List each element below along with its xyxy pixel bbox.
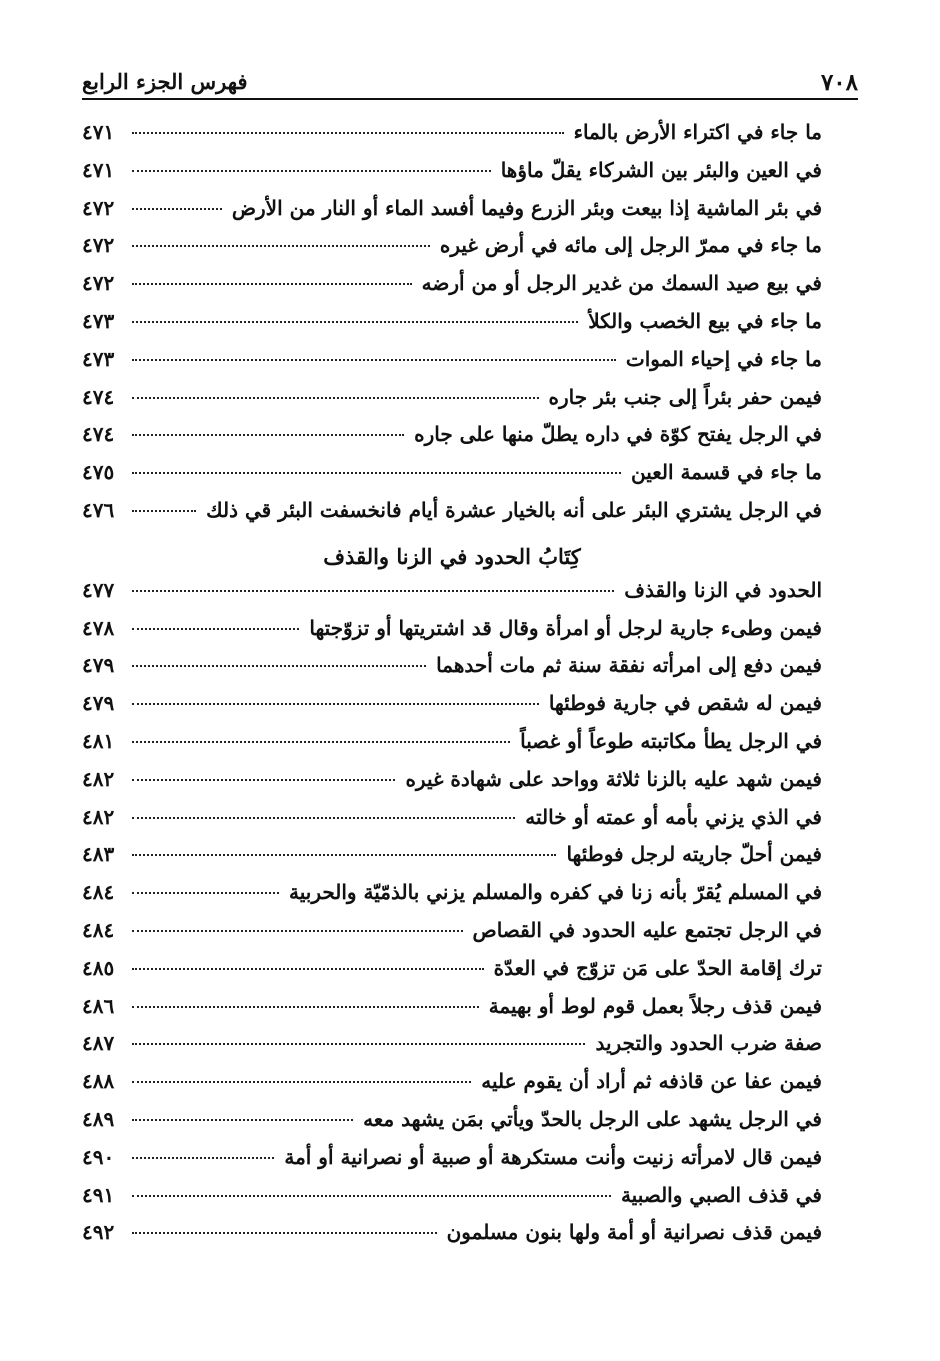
toc-entry-page: ٤٨١ — [82, 728, 115, 753]
toc-entry-page: ٤٨٣ — [82, 842, 115, 867]
toc-entry-page: ٤٨٥ — [82, 955, 115, 980]
dot-leader — [132, 817, 515, 819]
toc-entry — [82, 422, 822, 460]
toc-entry-page: ٤٧٩ — [82, 691, 115, 716]
toc-entry-title: ما جاء في بيع الخصب والكلأ — [588, 308, 822, 333]
dot-leader — [132, 665, 426, 667]
dot-leader — [132, 968, 484, 970]
toc-group-2 — [82, 578, 822, 1258]
toc-entry — [82, 918, 822, 956]
toc-entry — [82, 385, 822, 423]
toc-entry-title: في الرجل تجتمع عليه الحدود في القصاص — [472, 917, 822, 942]
toc-entry — [82, 956, 822, 994]
dot-leader — [132, 283, 412, 285]
toc-entry — [82, 578, 822, 616]
toc-entry-page: ٤٧٩ — [82, 653, 115, 678]
toc-entry — [82, 805, 822, 843]
toc-entry — [82, 653, 822, 691]
dot-leader — [132, 397, 539, 399]
toc-entry — [82, 196, 822, 234]
dot-leader — [132, 1232, 437, 1234]
toc-entry — [82, 1031, 822, 1069]
toc-entry-title: فيمن عفا عن قاذفه ثم أراد أن يقوم عليه — [481, 1069, 822, 1094]
toc-entry-title: ما جاء في ممرّ الرجل إلى مائه في أرض غيره — [439, 233, 822, 258]
toc-entry — [82, 767, 822, 805]
dot-leader — [132, 208, 222, 210]
dot-leader — [132, 1081, 471, 1083]
toc-entry — [82, 691, 822, 729]
toc-entry-page: ٤٨٩ — [82, 1106, 115, 1131]
toc-entry-page: ٤٧٤ — [82, 422, 115, 447]
toc-entry-page: ٤٨٢ — [82, 804, 115, 829]
dot-leader — [132, 510, 196, 512]
dot-leader — [132, 1043, 585, 1045]
toc-entry-page: ٤٩٢ — [82, 1220, 115, 1245]
toc-entry-title: فيمن له شقص في جارية فوطئها — [548, 691, 822, 716]
toc-entry-title: ما جاء في إحياء الموات — [625, 346, 822, 371]
toc-entry-page: ٤٧٣ — [82, 308, 115, 333]
dot-leader — [132, 930, 463, 932]
toc-entry-title: في الذي يزني بأمه أو عمته أو خالته — [525, 804, 822, 829]
toc-entry-title: في الرجل يشتري البئر على أنه بالخيار عشرة أيام فانخسفت البئر قي ذلك — [206, 497, 822, 522]
dot-leader — [132, 1006, 479, 1008]
dot-leader — [132, 628, 299, 630]
dot-leader — [132, 1157, 274, 1159]
toc-entry-title: فيمن شهد عليه بالزنا ثلاثة وواحد على شهادة غيره — [405, 766, 822, 791]
dot-leader — [132, 779, 395, 781]
dot-leader — [132, 741, 510, 743]
toc-group-1 — [82, 120, 822, 536]
toc-entry-page: ٤٧١ — [82, 157, 115, 182]
toc-entry-title: ما جاء في قسمة العين — [631, 460, 822, 485]
toc-entry-title: فيمن قذف رجلاً بعمل قوم لوط أو بهيمة — [488, 993, 822, 1018]
toc-entry-title: في الرجل يشهد على الرجل بالحدّ ويأتي بمَن يشهد معه — [363, 1106, 822, 1131]
toc-entry-title: في الرجل يطأ مكاتبته طوعاً أو غصباً — [520, 728, 822, 753]
toc-entry-title: ما جاء في اكتراء الأرض بالماء — [573, 120, 822, 144]
toc-entry-title: صفة ضرب الحدود والتجريد — [595, 1031, 822, 1056]
toc-entry-page: ٤٨٤ — [82, 880, 115, 905]
section-heading-text: كِتَابُ الحدود في الزنا والقذف — [323, 544, 581, 570]
toc-entry-page: ٤٧٦ — [82, 497, 115, 522]
dot-leader — [132, 1119, 353, 1121]
toc-entry — [82, 158, 822, 196]
toc-entry — [82, 1069, 822, 1107]
dot-leader — [132, 434, 404, 436]
toc-entry-page: ٤٩١ — [82, 1182, 115, 1207]
table-of-contents — [82, 120, 822, 1258]
dot-leader — [132, 359, 616, 361]
dot-leader — [132, 590, 614, 592]
dot-leader — [132, 321, 578, 323]
dot-leader — [132, 245, 430, 247]
toc-entry — [82, 347, 822, 385]
toc-entry-title: فيمن أحلّ جاريته لرجل فوطئها — [566, 842, 822, 867]
toc-entry — [82, 498, 822, 536]
dot-leader — [132, 132, 564, 134]
section-heading — [82, 536, 822, 578]
toc-entry-title: في الرجل يفتح كوّة في داره يطلّ منها على جاره — [414, 422, 822, 447]
toc-entry — [82, 271, 822, 309]
toc-entry-title: فيمن قذف نصرانية أو أمة ولها بنون مسلمون — [446, 1220, 822, 1245]
toc-entry-title: في بئر الماشية إذا بيعت وبئر الزرع وفيما أفسد الماء أو النار من الأرض — [231, 195, 822, 220]
toc-entry — [82, 729, 822, 767]
toc-entry-title: في المسلم يُقرّ بأنه زنا في كفره والمسلم يزني بالذمّيّة والحربية — [289, 880, 822, 905]
page-number: ٧٠٨ — [820, 69, 858, 96]
toc-entry-page: ٤٧١ — [82, 120, 115, 144]
dot-leader — [132, 703, 539, 705]
toc-entry — [82, 616, 822, 654]
toc-entry-page: ٤٨٧ — [82, 1031, 115, 1056]
toc-entry-title: في قذف الصبي والصبية — [620, 1182, 822, 1207]
toc-entry — [82, 1107, 822, 1145]
toc-entry-page: ٤٧٨ — [82, 615, 115, 640]
toc-entry — [82, 1220, 822, 1258]
toc-entry-title: فيمن حفر بئراً إلى جنب بئر جاره — [548, 384, 822, 409]
toc-entry-page: ٤٧٥ — [82, 460, 115, 485]
toc-entry — [82, 1183, 822, 1221]
page-header — [82, 60, 858, 100]
dot-leader — [132, 170, 491, 172]
toc-entry-page: ٤٩٠ — [82, 1144, 115, 1169]
toc-entry — [82, 309, 822, 347]
toc-entry — [82, 994, 822, 1032]
toc-entry — [82, 460, 822, 498]
toc-entry — [82, 233, 822, 271]
toc-entry-page: ٤٧٢ — [82, 233, 115, 258]
toc-entry — [82, 842, 822, 880]
toc-entry-title: ترك إقامة الحدّ على مَن تزوّج في العدّة — [493, 955, 822, 980]
toc-entry-page: ٤٧٢ — [82, 195, 115, 220]
toc-entry-page: ٤٧٢ — [82, 271, 115, 296]
toc-entry-title: فيمن قال لامرأته زنيت وأنت مستكرهة أو صبية أو نصرانية أو أمة — [284, 1144, 822, 1169]
toc-entry — [82, 880, 822, 918]
toc-entry-title: في العين والبئر بين الشركاء يقلّ ماؤها — [500, 157, 822, 182]
toc-entry-page: ٤٧٤ — [82, 384, 115, 409]
toc-entry-page: ٤٨٦ — [82, 993, 115, 1018]
toc-entry-title: الحدود في الزنا والقذف — [624, 577, 822, 602]
toc-entry-title: في بيع صيد السمك من غدير الرجل أو من أرضه — [421, 271, 822, 296]
toc-entry-page: ٤٨٨ — [82, 1069, 115, 1094]
toc-entry-page: ٤٧٧ — [82, 577, 115, 602]
toc-entry-title: فيمن وطىء جارية لرجل أو امرأة وقال قد اشتريتها أو تزوّجتها — [309, 615, 822, 640]
toc-entry-page: ٤٨٢ — [82, 766, 115, 791]
toc-entry — [82, 1145, 822, 1183]
dot-leader — [132, 472, 621, 474]
running-title: فهرس الجزء الرابع — [82, 69, 248, 94]
dot-leader — [132, 854, 556, 856]
dot-leader — [132, 1195, 611, 1197]
dot-leader — [132, 892, 279, 894]
toc-entry-page: ٤٨٤ — [82, 917, 115, 942]
toc-entry-title: فيمن دفع إلى امرأته نفقة سنة ثم مات أحدهما — [436, 653, 822, 678]
toc-entry — [82, 120, 822, 158]
toc-entry-page: ٤٧٣ — [82, 346, 115, 371]
